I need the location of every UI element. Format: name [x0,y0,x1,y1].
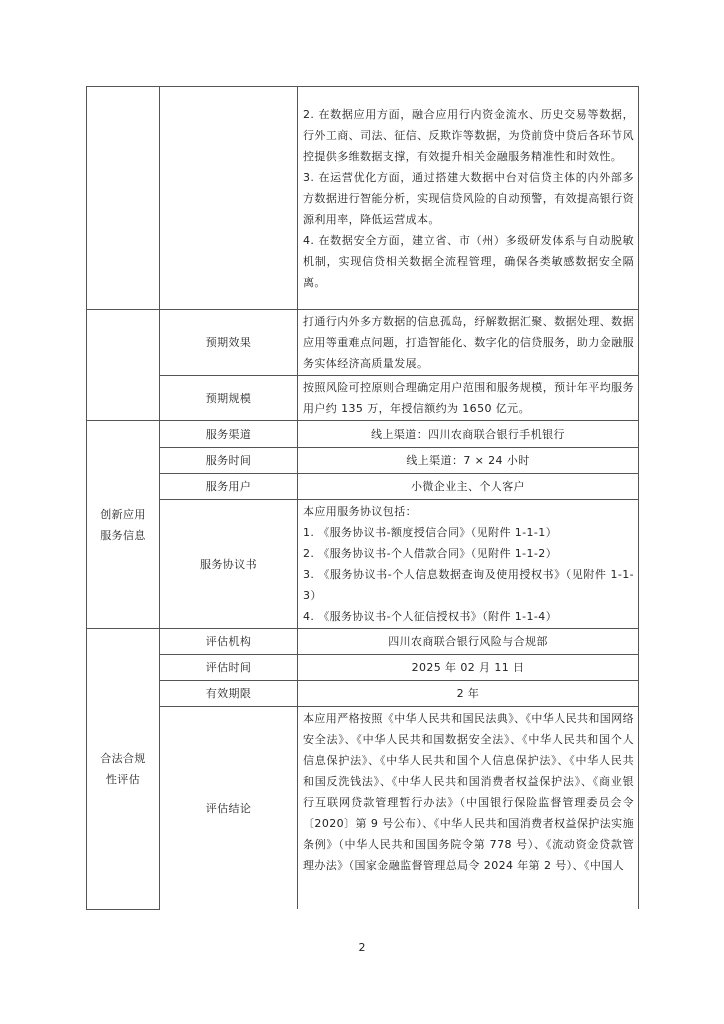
service-info-category-line-1: 创新应用 [100,507,146,521]
continuation-paragraph-4: 4. 在数据安全方面，建立省、市（州）多级研发体系与自动脱敏机制，实现信贷相关数据全流程管理，确保各类敏感数据安全隔离。 [303,233,634,289]
continuation-paragraph-2: 2. 在数据应用方面，融合应用行内资金流水、历史交易等数据，行外工商、司法、征信、反欺诈等数据，为贷前贷中贷后各环节风控提供多维数据支撑，有效提升相关金融服务精准性和时效性。 [303,107,634,163]
category-cell-empty [87,376,160,421]
validity-label: 有效期限 [160,681,298,707]
compliance-category-line-1: 合法合规 [100,751,146,765]
document-table [86,86,639,910]
service-users-row [87,474,639,500]
continuation-cell [298,87,639,310]
category-cell-empty [87,310,160,376]
assessment-org-row [87,629,639,655]
compliance-category-line-2: 性评估 [105,772,141,786]
agreement-item-3: 3. 《服务协议书-个人信息数据查询及使用授权书》（见附件 1-1-3） [303,568,634,602]
service-info-category [87,421,160,629]
service-agreement-row [87,500,639,629]
label-cell-empty [160,87,298,310]
category-cell-empty [87,87,160,310]
service-channel-row [87,421,639,448]
assessment-org-value: 四川农商联合银行风险与合规部 [298,629,639,655]
expected-effect-label: 预期效果 [160,310,298,376]
service-agreement-label: 服务协议书 [160,500,298,629]
compliance-category [87,629,160,910]
agreement-item-4: 4. 《服务协议书-个人征信授权书》（附件 1-1-4） [303,610,558,623]
validity-row [87,681,639,707]
service-users-label: 服务用户 [160,474,298,500]
service-time-label: 服务时间 [160,448,298,474]
agreement-item-2: 2. 《服务协议书-个人借款合同》（见附件 1-1-2） [303,547,558,560]
continuation-paragraph-3: 3. 在运营优化方面，通过搭建大数据中台对信贷主体的内外部多方数据进行智能分析，实现信贷风险的自动预警，有效提高银行资源利用率，降低运营成本。 [303,170,634,226]
assessment-time-label: 评估时间 [160,655,298,681]
assessment-time-row [87,655,639,681]
service-channel-value: 线上渠道：四川农商联合银行手机银行 [298,421,639,448]
service-agreement-value [298,500,639,629]
assessment-conclusion-row [87,707,639,910]
agreement-item-1: 1. 《服务协议书-额度授信合同》（见附件 1-1-1） [303,526,558,539]
assessment-conclusion-label: 评估结论 [160,707,298,910]
continuation-row [87,87,639,310]
assessment-time-value: 2025 年 02 月 11 日 [298,655,639,681]
service-time-value: 线上渠道：7 × 24 小时 [298,448,639,474]
assessment-org-label: 评估机构 [160,629,298,655]
expected-effect-value: 打通行内外多方数据的信息孤岛，纾解数据汇聚、数据处理、数据应用等重难点问题，打造智能化、数字化的信贷服务，助力金融服务实体经济高质量发展。 [298,310,639,376]
expected-scale-value: 按照风险可控原则合理确定用户范围和服务规模，预计年平均服务用户约 135 万，年授信额约为 1650 亿元。 [298,376,639,421]
validity-value: 2 年 [298,681,639,707]
service-time-row [87,448,639,474]
expected-effect-row [87,310,639,376]
service-users-value: 小微企业主、个人客户 [298,474,639,500]
agreement-intro: 本应用服务协议包括： [303,505,417,518]
expected-scale-label: 预期规模 [160,376,298,421]
assessment-conclusion-value: 本应用严格按照《中华人民共和国民法典》、《中华人民共和国网络安全法》、《中华人民共和国数据安全法》、《中华人民共和国个人信息保护法》、《中华人民共和国个人信息保护法》、《中华人民共和国反洗钱法》、《中华人民共和国消费者权益保护法》、《商业银行互联网贷款管理暂行办法》（中国银行保险监督管理委员会令〔2020〕第 9 号公布）、《中华人民共和国消费者权益保护法实施条例》（中华人民共和国国务院令第 778 号）、《流动资金贷款管理办法》（国家金融监督管理总局令 2024 年第 2 号）、《中国人 [298,707,639,910]
service-info-category-line-2: 服务信息 [100,528,146,542]
service-channel-label: 服务渠道 [160,421,298,448]
expected-scale-row [87,376,639,421]
page-number: 2 [358,941,366,954]
